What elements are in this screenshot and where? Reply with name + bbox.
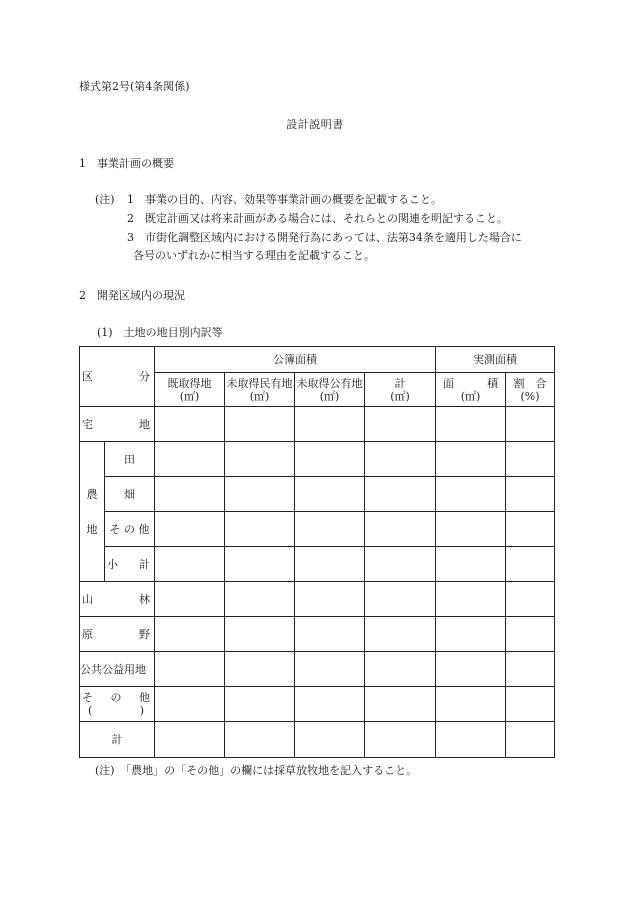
col-measured-area: 面 積 (㎡) (436, 373, 506, 407)
table-row (80, 407, 555, 442)
cell (436, 722, 506, 758)
header-kubun: 区 分 (80, 347, 155, 407)
col-subtotal: 計 (㎡) (365, 373, 436, 407)
cell (155, 442, 225, 477)
table-row (80, 512, 555, 547)
cell (436, 547, 506, 582)
cell (295, 687, 365, 722)
cell (155, 477, 225, 512)
cell (295, 617, 365, 652)
header-koubo-area: 公簿面積 (155, 347, 436, 373)
cell (225, 477, 295, 512)
col-ratio: 割 合 (%) (506, 373, 555, 407)
note-item-1: 1 事業の目的、内容、効果等事業計画の概要を記載すること。 (127, 193, 442, 206)
cell (295, 407, 365, 442)
cell (506, 687, 555, 722)
cell (506, 477, 555, 512)
table-row (80, 687, 555, 722)
cell (506, 547, 555, 582)
cell (295, 547, 365, 582)
table-row (80, 722, 555, 758)
cell (436, 582, 506, 617)
cell (506, 442, 555, 477)
cell (365, 582, 436, 617)
cell (155, 687, 225, 722)
row-label-yama: 山 林 (80, 582, 155, 617)
cell (295, 442, 365, 477)
cell (365, 722, 436, 758)
table-row (80, 582, 555, 617)
cell (225, 407, 295, 442)
cell (155, 617, 225, 652)
cell (365, 442, 436, 477)
col-acquired: 既取得地 (㎡) (155, 373, 225, 407)
table-row (80, 617, 555, 652)
cell (155, 512, 225, 547)
cell (506, 617, 555, 652)
cell (506, 582, 555, 617)
row-label-total: 計 (80, 722, 155, 758)
cell (506, 652, 555, 687)
cell (436, 617, 506, 652)
cell (225, 512, 295, 547)
row-label-koukyou: 公共公益用地 (80, 652, 155, 687)
cell (365, 547, 436, 582)
cell (155, 652, 225, 687)
row-label-nochi: 農 地 (80, 442, 105, 582)
cell (365, 687, 436, 722)
cell (506, 407, 555, 442)
cell (155, 407, 225, 442)
cell (295, 722, 365, 758)
row-label-ta: 田 (105, 442, 155, 477)
cell (365, 477, 436, 512)
land-breakdown-table (79, 346, 555, 758)
table-row (80, 652, 555, 687)
cell (225, 687, 295, 722)
row-label-hatake: 畑 (105, 477, 155, 512)
table-row (80, 477, 555, 512)
cell (436, 652, 506, 687)
row-label-other: そ の 他 ( ) (80, 687, 155, 722)
note-label: (注) (95, 193, 115, 206)
cell (365, 652, 436, 687)
section-1-heading: 1 事業計画の概要 (79, 157, 174, 170)
cell (225, 547, 295, 582)
row-label-shokei: 小 計 (105, 547, 155, 582)
table-footnote: (注) 「農地」の「その他」の欄には採草放牧地を記入すること。 (95, 764, 418, 777)
col-unacquired-private: 未取得民有地 (㎡) (225, 373, 295, 407)
cell (365, 617, 436, 652)
row-label-nochi-other: そ の 他 (105, 512, 155, 547)
cell (506, 512, 555, 547)
subsection-heading: (1) 土地の地目別内訳等 (97, 326, 223, 339)
document-title: 設計説明書 (286, 118, 344, 131)
col-unacquired-public: 未取得公有地 (㎡) (295, 373, 365, 407)
cell (295, 652, 365, 687)
cell (295, 582, 365, 617)
table-row (80, 442, 555, 477)
cell (155, 722, 225, 758)
cell (436, 442, 506, 477)
cell (436, 687, 506, 722)
row-label-hara: 原 野 (80, 617, 155, 652)
header-measured-area: 実測面積 (436, 347, 555, 373)
cell (155, 582, 225, 617)
note-item-3: 3 市街化調整区域内における開発行為にあっては、法第34条を適用した場合に (127, 231, 522, 244)
cell (225, 617, 295, 652)
cell (295, 512, 365, 547)
cell (295, 477, 365, 512)
cell (436, 407, 506, 442)
cell (225, 722, 295, 758)
form-number: 様式第2号(第4条関係) (79, 80, 190, 93)
cell (436, 512, 506, 547)
section-2-heading: 2 開発区域内の現況 (79, 289, 185, 302)
cell (225, 582, 295, 617)
cell (506, 722, 555, 758)
cell (365, 407, 436, 442)
note-item-2: 2 既定計画又は将来計画がある場合には、それらとの関連を明記すること。 (127, 212, 508, 225)
cell (225, 652, 295, 687)
note-item-3-continued: 各号のいずれかに相当する理由を記載すること。 (133, 249, 375, 262)
cell (436, 477, 506, 512)
cell (155, 547, 225, 582)
row-label-takuchi: 宅 地 (80, 407, 155, 442)
table-row (80, 547, 555, 582)
cell (365, 512, 436, 547)
cell (225, 442, 295, 477)
